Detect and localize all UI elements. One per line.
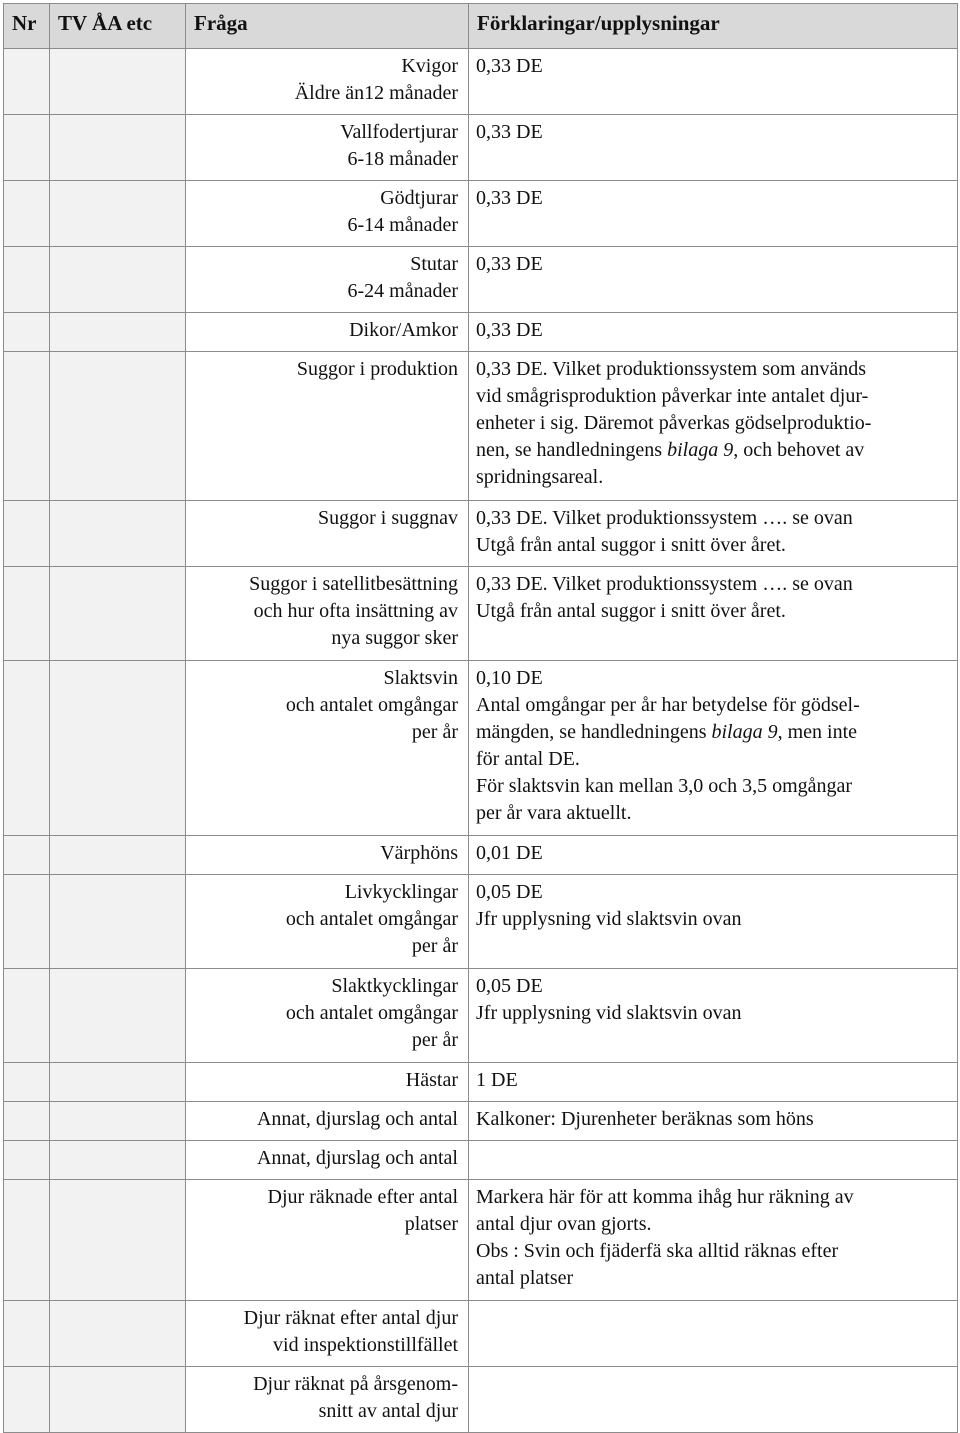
explanation-line: för antal DE. <box>476 748 580 770</box>
tv-cell[interactable] <box>50 501 186 567</box>
nr-cell[interactable] <box>4 1367 50 1433</box>
question-cell <box>186 1141 469 1180</box>
question-cell <box>186 501 469 567</box>
explanation-cell[interactable] <box>469 1367 958 1433</box>
table-row <box>4 501 958 567</box>
explanation-line: Markera här för att komma ihåg hur räkning av <box>476 1186 854 1208</box>
checklist-table <box>3 3 958 1433</box>
explanation-text: nen, se handledningens <box>476 439 668 461</box>
explanation-line: spridningsareal. <box>476 466 604 488</box>
nr-cell[interactable] <box>4 181 50 247</box>
question-line: Värphöns <box>380 842 458 864</box>
explanation-cell <box>469 313 958 352</box>
question-line: Gödtjurar <box>380 187 458 209</box>
question-line: Djur räknade efter antal <box>267 1186 458 1208</box>
explanation-line: Utgå från antal suggor i snitt över året. <box>476 534 786 556</box>
tv-cell[interactable] <box>50 1141 186 1180</box>
table-row <box>4 181 958 247</box>
explanation-text: , men inte <box>777 721 858 743</box>
question-line: och hur ofta insättning av <box>253 600 458 622</box>
question-line: och antalet omgångar <box>285 1002 458 1024</box>
nr-cell[interactable] <box>4 567 50 661</box>
explanation-cell <box>469 969 958 1063</box>
question-line: och antalet omgångar <box>285 908 458 930</box>
question-line: nya suggor sker <box>331 627 458 649</box>
table-row <box>4 49 958 115</box>
tv-cell[interactable] <box>50 661 186 836</box>
table-row <box>4 661 958 836</box>
question-cell <box>186 661 469 836</box>
table-row <box>4 969 958 1063</box>
explanation-line: antal djur ovan gjorts. <box>476 1213 652 1235</box>
question-line: Suggor i suggnav <box>318 507 458 529</box>
question-line: Stutar <box>410 253 458 275</box>
explanation-line: Obs : Svin och fjäderfä ska alltid räknas efter <box>476 1240 839 1262</box>
question-line: Annat, djurslag och antal <box>256 1108 458 1130</box>
tv-cell[interactable] <box>50 1301 186 1367</box>
table-row <box>4 1141 958 1180</box>
appendix-reference: bilaga 9 <box>711 721 778 743</box>
question-line: Hästar <box>405 1069 458 1091</box>
question-cell <box>186 969 469 1063</box>
explanation-line: 1 DE <box>476 1069 518 1091</box>
question-line: Kvigor <box>401 55 458 77</box>
question-line: Suggor i produktion <box>296 358 458 380</box>
nr-cell[interactable] <box>4 661 50 836</box>
explanation-line: 0,33 DE <box>476 253 543 275</box>
tv-cell[interactable] <box>50 247 186 313</box>
explanation-line: För slaktsvin kan mellan 3,0 och 3,5 omgångar <box>476 775 853 797</box>
explanation-cell <box>469 1063 958 1102</box>
question-line: Livkycklingar <box>344 881 458 903</box>
table-row <box>4 1367 958 1433</box>
explanation-line <box>476 719 951 746</box>
nr-cell[interactable] <box>4 1180 50 1301</box>
explanation-line: 0,05 DE <box>476 975 543 997</box>
tv-cell[interactable] <box>50 115 186 181</box>
question-cell <box>186 1367 469 1433</box>
explanation-line: Jfr upplysning vid slaktsvin ovan <box>476 1002 742 1024</box>
question-line: Äldre än12 månader <box>294 82 458 104</box>
explanation-line: Antal omgångar per år har betydelse för gödsel- <box>476 694 860 716</box>
question-line: och antalet omgångar <box>285 694 458 716</box>
explanation-cell[interactable] <box>469 1301 958 1367</box>
nr-cell[interactable] <box>4 969 50 1063</box>
explanation-line: 0,33 DE. Vilket produktionssystem som används <box>476 358 867 380</box>
nr-cell[interactable] <box>4 1063 50 1102</box>
header-tv: TV ÅA etc <box>50 4 186 49</box>
header-nr: Nr <box>4 4 50 49</box>
question-line: 6-14 månader <box>347 214 458 236</box>
question-line: 6-18 månader <box>347 148 458 170</box>
explanation-text: mängden, se handledningens <box>476 721 712 743</box>
explanation-cell <box>469 181 958 247</box>
question-cell <box>186 1102 469 1141</box>
question-cell <box>186 352 469 501</box>
explanation-cell <box>469 567 958 661</box>
question-line: vid inspektionstillfället <box>273 1334 458 1356</box>
nr-cell[interactable] <box>4 875 50 969</box>
table-row <box>4 1180 958 1301</box>
explanation-line: 0,33 DE <box>476 187 543 209</box>
question-cell <box>186 567 469 661</box>
question-line: per år <box>411 721 458 743</box>
question-cell <box>186 115 469 181</box>
explanation-line: per år vara aktuellt. <box>476 802 632 824</box>
nr-cell[interactable] <box>4 1301 50 1367</box>
explanation-line: Kalkoner: Djurenheter beräknas som höns <box>476 1108 814 1130</box>
header-explanation: Förklaringar/upplysningar <box>469 4 958 49</box>
question-line: Djur räknat på årsgenom- <box>253 1373 458 1395</box>
explanation-line: vid smågrisproduktion påverkar inte antalet djur- <box>476 385 869 407</box>
question-line: Dikor/Amkor <box>349 319 458 341</box>
table-row <box>4 567 958 661</box>
explanation-line: 0,01 DE <box>476 842 543 864</box>
explanation-line: 0,33 DE. Vilket produktionssystem …. se ovan <box>476 507 853 529</box>
table-row <box>4 875 958 969</box>
question-cell <box>186 1180 469 1301</box>
tv-cell[interactable] <box>50 1180 186 1301</box>
question-line: platser <box>404 1213 458 1235</box>
explanation-cell <box>469 247 958 313</box>
explanation-line: 0,10 DE <box>476 667 543 689</box>
nr-cell[interactable] <box>4 313 50 352</box>
explanation-line: 0,33 DE <box>476 121 543 143</box>
tv-cell[interactable] <box>50 1102 186 1141</box>
table-row <box>4 1102 958 1141</box>
question-cell <box>186 1063 469 1102</box>
explanation-line: 0,33 DE <box>476 55 543 77</box>
explanation-line: antal platser <box>476 1267 574 1289</box>
nr-cell[interactable] <box>4 1102 50 1141</box>
explanation-cell <box>469 1180 958 1301</box>
explanation-text: , och behovet av <box>733 439 865 461</box>
table-row <box>4 1063 958 1102</box>
tv-cell[interactable] <box>50 875 186 969</box>
table-row <box>4 1301 958 1367</box>
question-cell <box>186 1301 469 1367</box>
explanation-cell <box>469 49 958 115</box>
explanation-cell[interactable] <box>469 1141 958 1180</box>
explanation-line: 0,33 DE <box>476 319 543 341</box>
explanation-line: 0,33 DE. Vilket produktionssystem …. se ovan <box>476 573 853 595</box>
question-cell <box>186 49 469 115</box>
question-cell <box>186 313 469 352</box>
tv-cell[interactable] <box>50 49 186 115</box>
tv-cell[interactable] <box>50 1063 186 1102</box>
question-line: Djur räknat efter antal djur <box>243 1307 458 1329</box>
nr-cell[interactable] <box>4 352 50 501</box>
question-cell <box>186 181 469 247</box>
table-row <box>4 313 958 352</box>
tv-cell[interactable] <box>50 181 186 247</box>
question-line: Annat, djurslag och antal <box>256 1147 458 1169</box>
explanation-line: enheter i sig. Däremot påverkas gödselproduktio- <box>476 412 872 434</box>
tv-cell[interactable] <box>50 313 186 352</box>
table-row <box>4 352 958 501</box>
question-line: snitt av antal djur <box>318 1400 458 1422</box>
question-line: Suggor i satellitbesättning <box>249 573 458 595</box>
nr-cell[interactable] <box>4 836 50 875</box>
nr-cell[interactable] <box>4 1141 50 1180</box>
explanation-cell <box>469 352 958 501</box>
tv-cell[interactable] <box>50 1367 186 1433</box>
question-line: Slaktsvin <box>383 667 458 689</box>
table-row <box>4 836 958 875</box>
explanation-line: 0,05 DE <box>476 881 543 903</box>
tv-cell[interactable] <box>50 352 186 501</box>
explanation-cell <box>469 501 958 567</box>
question-line: Vallfodertjurar <box>340 121 458 143</box>
explanation-cell <box>469 836 958 875</box>
appendix-reference: bilaga 9 <box>667 439 734 461</box>
table-row <box>4 247 958 313</box>
question-line: 6-24 månader <box>347 280 458 302</box>
question-cell <box>186 836 469 875</box>
tv-cell[interactable] <box>50 969 186 1063</box>
nr-cell[interactable] <box>4 49 50 115</box>
explanation-line: Jfr upplysning vid slaktsvin ovan <box>476 908 742 930</box>
explanation-cell <box>469 115 958 181</box>
nr-cell[interactable] <box>4 115 50 181</box>
explanation-line: Utgå från antal suggor i snitt över året. <box>476 600 786 622</box>
explanation-line <box>476 437 951 464</box>
nr-cell[interactable] <box>4 247 50 313</box>
table-row <box>4 115 958 181</box>
header-question: Fråga <box>186 4 469 49</box>
nr-cell[interactable] <box>4 501 50 567</box>
header-row <box>4 4 958 49</box>
explanation-cell <box>469 875 958 969</box>
explanation-cell <box>469 661 958 836</box>
question-line: per år <box>411 935 458 957</box>
tv-cell[interactable] <box>50 836 186 875</box>
question-cell <box>186 875 469 969</box>
question-line: per år <box>411 1029 458 1051</box>
question-line: Slaktkycklingar <box>331 975 458 997</box>
tv-cell[interactable] <box>50 567 186 661</box>
question-cell <box>186 247 469 313</box>
explanation-cell <box>469 1102 958 1141</box>
